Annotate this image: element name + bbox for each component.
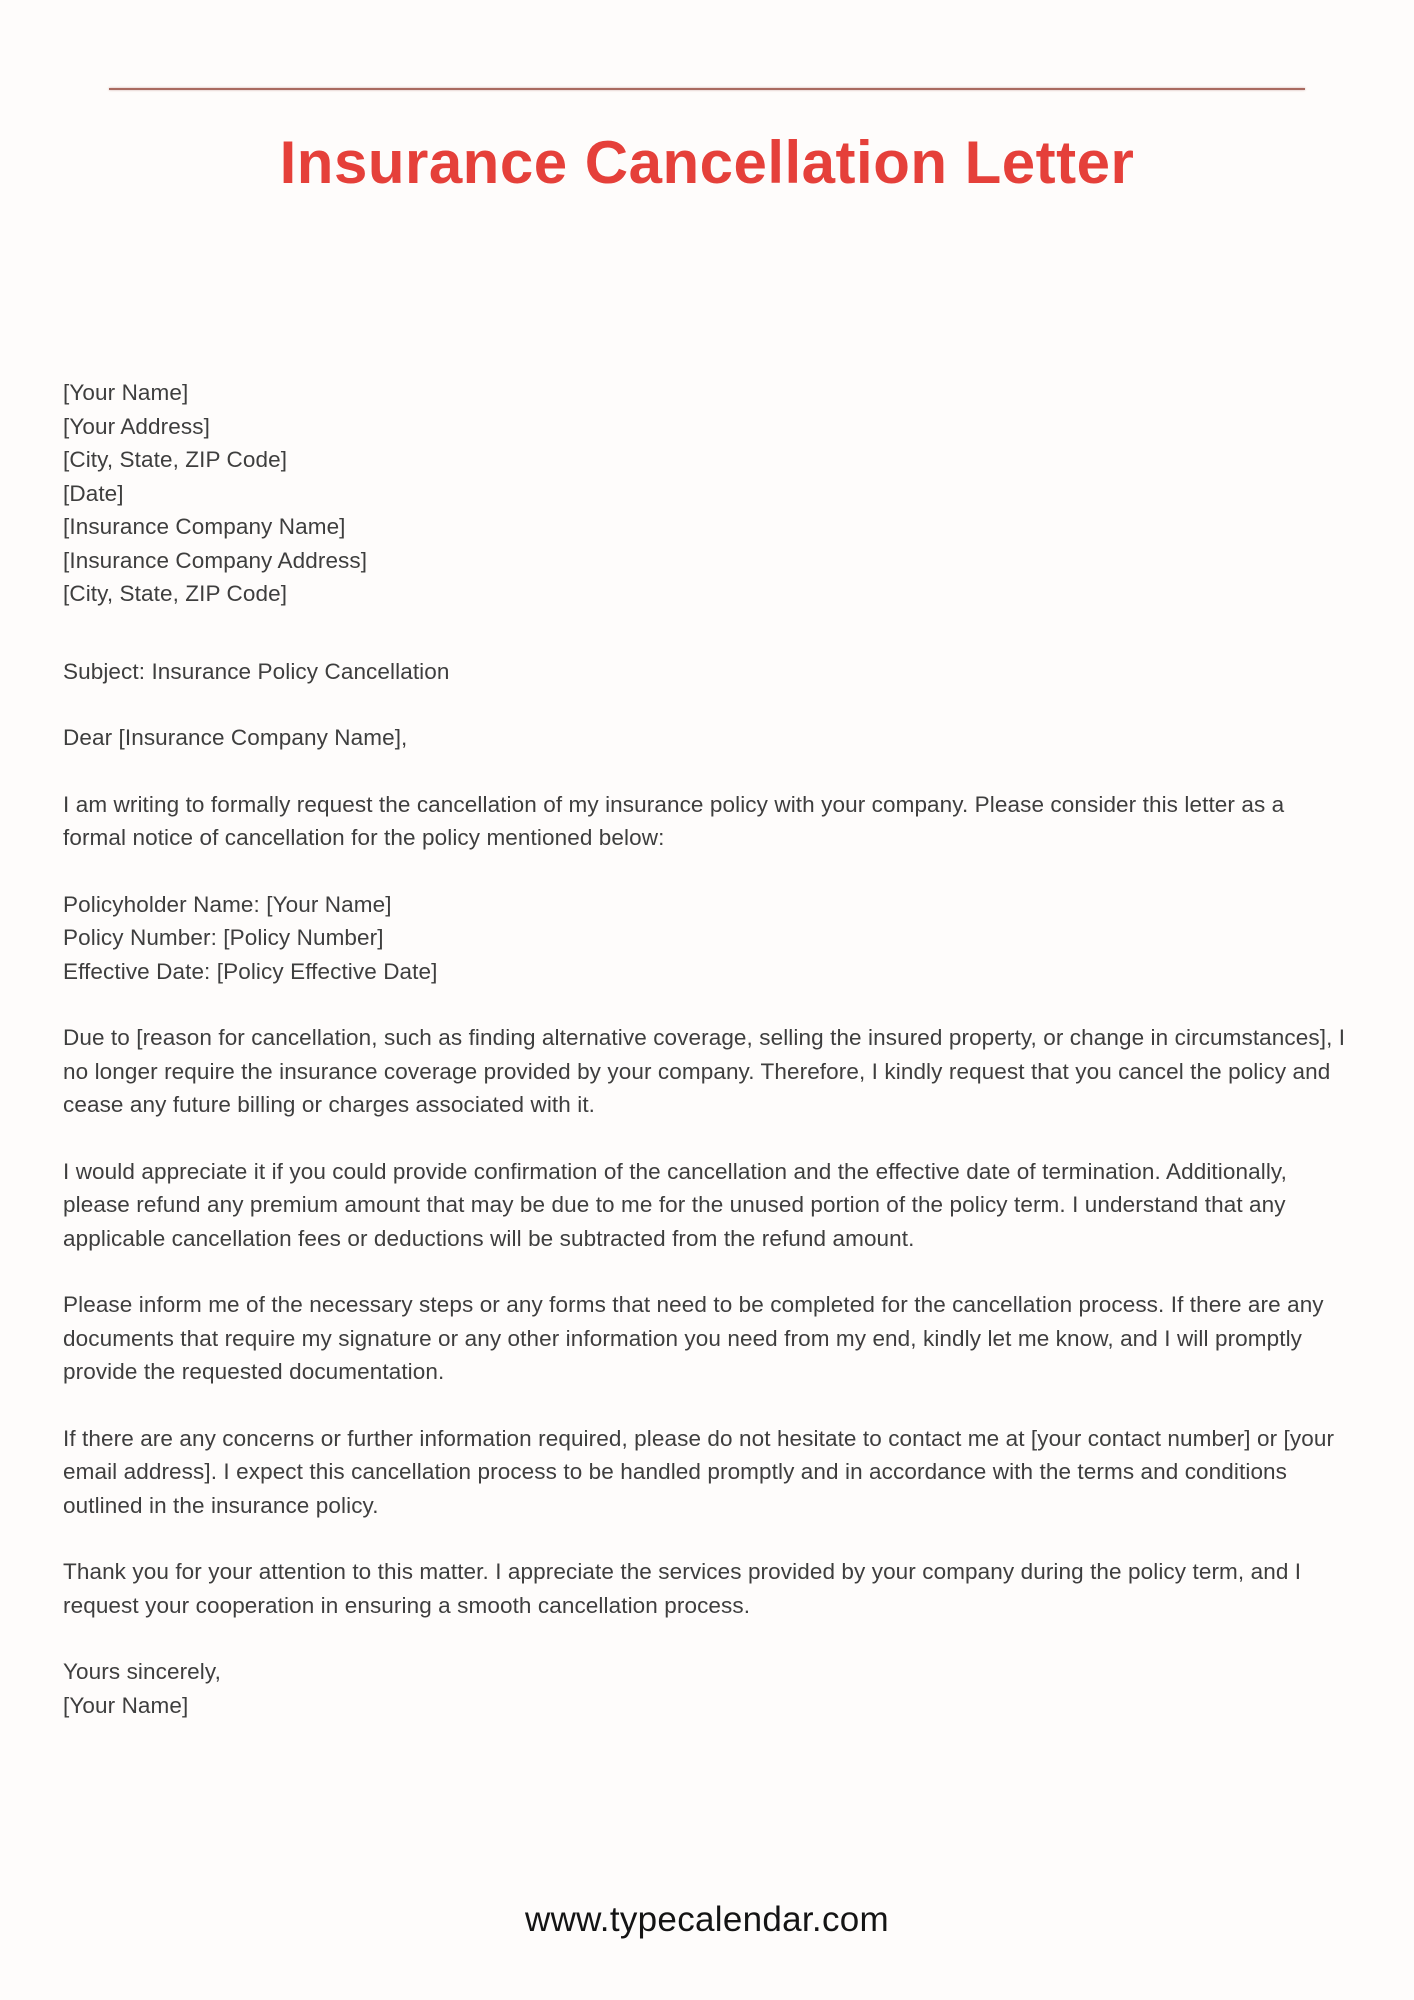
body-paragraph: Thank you for your attention to this matter. I appreciate the services provided by your company during the policy term, and I request your cooperation in ensuring a smooth cancellation process. xyxy=(63,1559,1302,1618)
sender-address-block xyxy=(63,376,1351,611)
body-paragraph: Please inform me of the necessary steps or any forms that need to be completed for the cancellation process. If there are any documents that require my signature or any other information you need from my end, kindly let me know, and I will promptly provide the requested documentation. xyxy=(63,1292,1324,1384)
site-footer-url: www.typecalendar.com xyxy=(525,1900,889,1939)
sender-line: [Insurance Company Address] xyxy=(63,547,368,573)
policy-detail-line: Policy Number: [Policy Number] xyxy=(63,925,384,950)
sender-line: [Insurance Company Name] xyxy=(63,514,346,539)
body-paragraph: If there are any concerns or further information required, please do not hesitate to contact me at [your contact number] or [your email address]. I expect this cancellation process to be handled promptly and in accordance with the terms and conditions outlined in the insurance policy. xyxy=(63,1425,1335,1518)
signature: [Your Name] xyxy=(63,1692,189,1718)
body-paragraph-intro: I am writing to formally request the cancellation of my insurance policy with your company. Please consider this letter as a formal notice of cancellation for the policy mentioned below: xyxy=(63,791,1285,850)
page-title: Insurance Cancellation Letter xyxy=(279,129,1135,196)
sender-line: [Date] xyxy=(63,480,124,506)
sender-line: [Your Address] xyxy=(63,413,210,439)
sender-line: [City, State, ZIP Code] xyxy=(63,581,288,606)
top-divider-rule xyxy=(109,88,1305,90)
policy-detail-line: Policyholder Name: [Your Name] xyxy=(63,891,392,917)
sender-line: [Your Name] xyxy=(63,380,189,405)
subject-line: Subject: Insurance Policy Cancellation xyxy=(63,658,450,684)
policy-details-block xyxy=(63,888,1351,989)
closing-block xyxy=(63,1655,1351,1722)
sender-line: [City, State, ZIP Code] xyxy=(63,447,288,472)
salutation: Dear [Insurance Company Name], xyxy=(63,725,408,750)
policy-detail-line: Effective Date: [Policy Effective Date] xyxy=(63,958,438,984)
body-paragraph: Due to [reason for cancellation, such as finding alternative coverage, selling the insured property, or change in circumstances], I no longer require the insurance coverage provided by your company. Therefore, I kindly request that you cancel the policy and cease any future billing or charges associated with it. xyxy=(63,1025,1346,1117)
valediction: Yours sincerely, xyxy=(63,1659,221,1684)
body-paragraph: I would appreciate it if you could provide confirmation of the cancellation and the effective date of termination. Additionally, please refund any premium amount that may be due to me for the unused portion of the policy term. I understand that any applicable cancellation fees or deductions will be subtracted from the refund amount. xyxy=(63,1158,1287,1251)
letter-body xyxy=(0,376,1414,1722)
